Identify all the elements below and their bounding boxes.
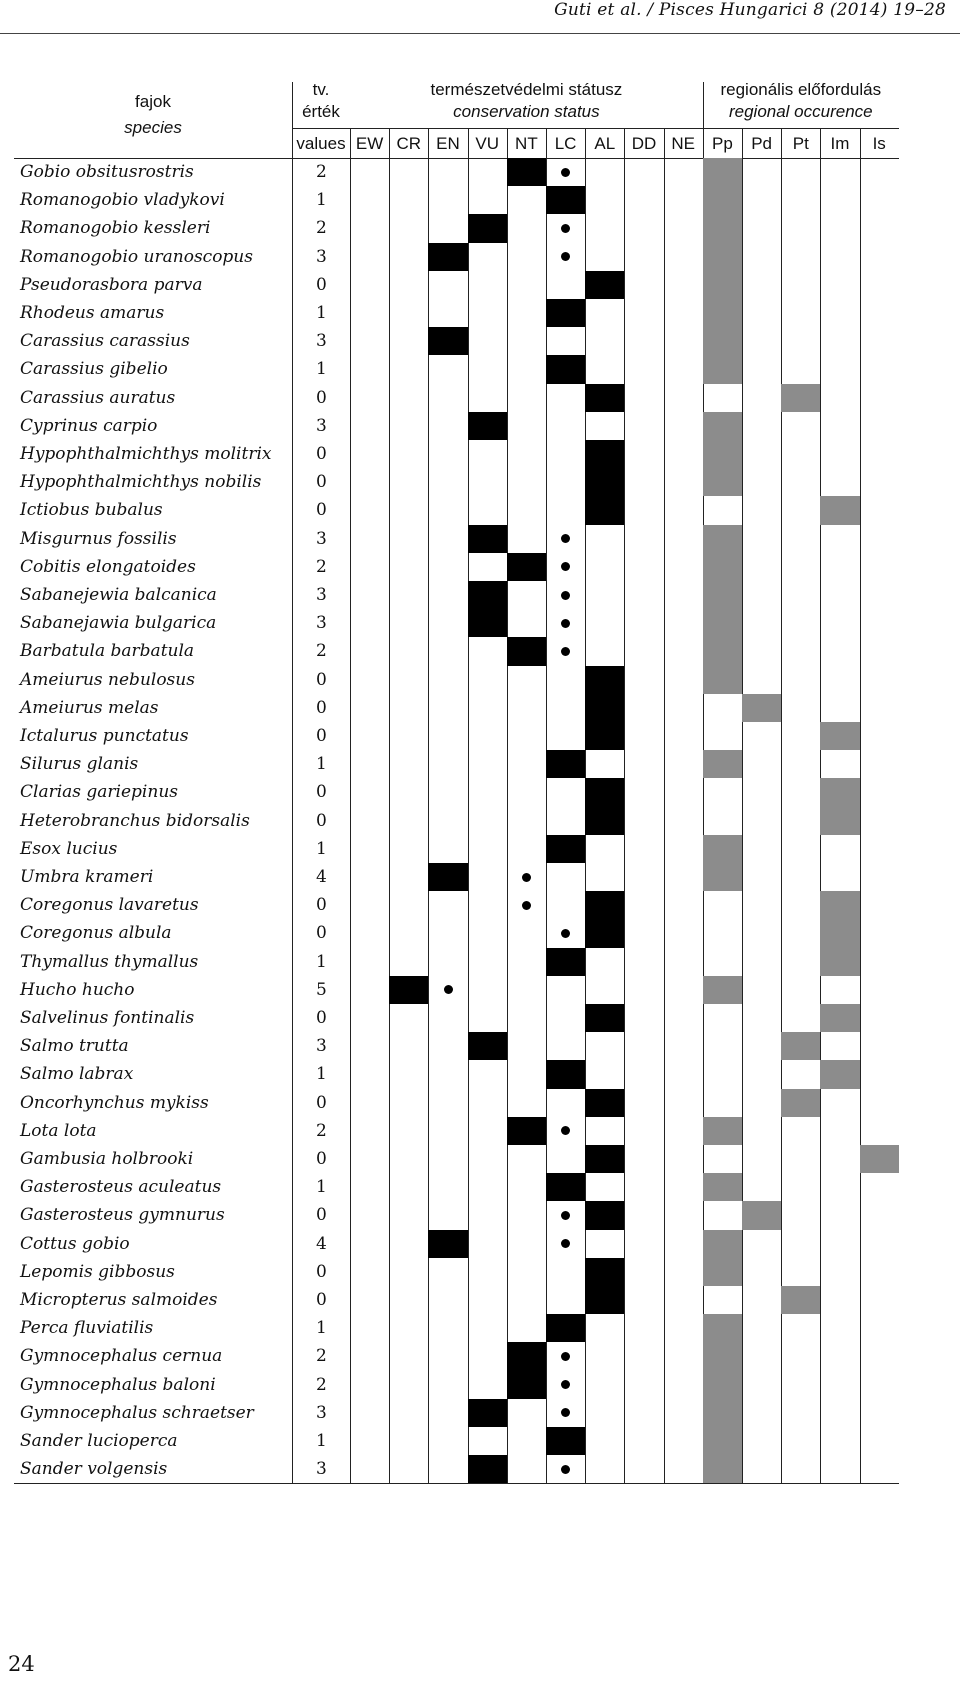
species-value: 1 [316, 1177, 327, 1198]
page-number: 24 [8, 1652, 35, 1676]
species-value: 1 [316, 1318, 327, 1339]
status-dot [561, 224, 570, 233]
regional-cell-pp [703, 1314, 742, 1342]
species-value: 4 [316, 867, 327, 887]
species-name: Misgurnus fossilis [20, 528, 177, 549]
regional-cell-pp [703, 299, 742, 327]
regional-cell-pd [742, 694, 781, 722]
species-value: 2 [316, 1374, 327, 1395]
col-divider-status-8 [664, 128, 665, 1483]
species-value: 3 [316, 528, 327, 549]
status-dot [561, 252, 570, 261]
header-species-hu: fajok [135, 92, 171, 111]
status-cell-vu [468, 581, 507, 609]
species-name: Hypophthalmichthys molitrix [20, 444, 272, 464]
regional-cell-pt [781, 1286, 820, 1314]
status-cell-al [585, 807, 624, 835]
regional-cell-pt [781, 1032, 820, 1060]
status-cell-lc [546, 355, 585, 383]
regional-cell-pp [703, 214, 742, 242]
species-name: Coregonus albula [20, 923, 172, 944]
species-value: 0 [316, 810, 327, 831]
species-name: Ameiurus melas [20, 697, 159, 718]
regional-cell-im [820, 891, 859, 919]
species-value: 0 [316, 274, 327, 295]
status-cell-al [585, 1145, 624, 1173]
regional-cell-pp [703, 863, 742, 891]
species-name: Gobio obsitusrostris [20, 162, 194, 182]
status-cell-lc [546, 186, 585, 214]
regional-cell-is [860, 1145, 899, 1173]
species-value: 0 [316, 472, 327, 493]
status-cell-lc [546, 1060, 585, 1088]
regional-cell-im [820, 496, 859, 524]
table-bottom-line [14, 1483, 899, 1484]
status-cell-al [585, 1286, 624, 1314]
status-dot [444, 985, 453, 994]
species-value: 5 [316, 979, 327, 1000]
regional-code-pd: Pd [751, 134, 772, 153]
status-cell-al [585, 694, 624, 722]
status-dot [522, 873, 531, 882]
species-name: Carassius gibelio [20, 359, 168, 380]
status-cell-vu [468, 1455, 507, 1483]
species-name: Clarias gariepinus [20, 782, 178, 803]
species-value: 0 [316, 444, 327, 464]
status-cell-al [585, 666, 624, 694]
species-name: Sander lucioperca [20, 1431, 178, 1451]
col-divider-status-7 [624, 128, 625, 1483]
species-value: 1 [316, 951, 327, 972]
species-name: Gasterosteus aculeatus [20, 1177, 222, 1198]
species-value: 0 [316, 1261, 327, 1282]
status-dot [561, 619, 570, 628]
regional-cell-pp [703, 327, 742, 355]
regional-cell-pp [703, 581, 742, 609]
species-name: Salmo trutta [20, 1036, 129, 1057]
species-value: 2 [316, 641, 327, 662]
status-cell-al [585, 496, 624, 524]
header-value-label-1: tv. [312, 80, 330, 99]
header-values: values [296, 134, 346, 153]
regional-cell-pp [703, 1455, 742, 1483]
species-name: Oncorhynchus mykiss [20, 1092, 209, 1113]
species-value: 0 [316, 726, 327, 746]
col-divider-status-5 [546, 128, 547, 1483]
regional-cell-pp [703, 271, 742, 299]
species-name: Ictalurus punctatus [20, 726, 189, 746]
regional-cell-pp [703, 525, 742, 553]
regional-cell-pp [703, 1371, 742, 1399]
regional-cell-pp [703, 553, 742, 581]
status-code-al: AL [594, 134, 616, 153]
status-cell-vu [468, 214, 507, 242]
species-status-table [14, 82, 952, 1630]
status-dot [561, 1465, 570, 1474]
regional-cell-pp [703, 1399, 742, 1427]
status-cell-al [585, 1258, 624, 1286]
status-cell-lc [546, 1314, 585, 1342]
species-name: Thymallus thymallus [20, 951, 199, 972]
status-cell-nt [507, 553, 546, 581]
regional-cell-im [820, 948, 859, 976]
status-cell-al [585, 919, 624, 947]
species-name: Rhodeus amarus [20, 303, 165, 323]
species-name: Sander volgensis [20, 1459, 168, 1480]
header-status-hu: természetvédelmi státusz [430, 80, 623, 99]
species-value: 2 [316, 1120, 327, 1141]
status-cell-al [585, 722, 624, 750]
species-value: 0 [316, 500, 327, 521]
species-name: Gymnocephalus schraetser [20, 1402, 254, 1423]
regional-code-pp: Pp [711, 134, 733, 153]
regional-cell-pp [703, 976, 742, 1004]
status-code-ew: EW [355, 134, 384, 153]
status-cell-en [428, 863, 467, 891]
status-cell-lc [546, 948, 585, 976]
regional-cell-pp [703, 666, 742, 694]
header-status-en: conservation status [453, 102, 600, 121]
status-cell-al [585, 1201, 624, 1229]
running-head: Guti et al. / Pisces Hungarici 8 (2014) 19–28 [554, 0, 946, 20]
regional-cell-pp [703, 835, 742, 863]
status-cell-nt [507, 1342, 546, 1370]
species-name: Lepomis gibbosus [20, 1261, 175, 1282]
status-cell-en [428, 327, 467, 355]
col-divider-value [350, 128, 351, 1483]
status-cell-lc [546, 1427, 585, 1455]
regional-cell-im [820, 722, 859, 750]
col-divider-regional-2 [781, 128, 782, 1483]
status-cell-vu [468, 1032, 507, 1060]
species-value: 0 [316, 782, 327, 803]
regional-cell-pp [703, 750, 742, 778]
species-name: Romanogobio kessleri [20, 218, 211, 239]
regional-cell-pp [703, 440, 742, 468]
regional-cell-pp [703, 243, 742, 271]
species-name: Gasterosteus gymnurus [20, 1205, 225, 1226]
species-value: 1 [316, 190, 327, 211]
status-dot [561, 1239, 570, 1248]
status-dot [561, 168, 570, 177]
status-cell-al [585, 440, 624, 468]
col-divider-status-3 [468, 128, 469, 1483]
species-name: Romanogobio vladykovi [20, 190, 225, 211]
regional-cell-im [820, 1004, 859, 1032]
species-name: Sabanejewia balcanica [20, 585, 217, 605]
species-name: Gymnocephalus cernua [20, 1346, 223, 1367]
status-dot [561, 562, 570, 571]
species-value: 0 [316, 923, 327, 944]
status-dot [561, 534, 570, 543]
species-value: 1 [316, 1064, 327, 1085]
species-value: 3 [316, 331, 327, 352]
species-value: 0 [316, 1290, 327, 1310]
regional-cell-pp [703, 1427, 742, 1455]
status-code-cr: CR [396, 134, 422, 153]
species-name: Hucho hucho [20, 979, 135, 1000]
regional-cell-pp [703, 412, 742, 440]
species-name: Sabanejawia bulgarica [20, 613, 217, 634]
species-name: Esox lucius [20, 838, 118, 859]
header-regional-en: regional occurence [728, 102, 873, 121]
species-name: Salvelinus fontinalis [20, 1008, 195, 1028]
status-cell-al [585, 1089, 624, 1117]
regional-cell-pp [703, 158, 742, 186]
regional-cell-pt [781, 384, 820, 412]
header-species-en: species [124, 118, 182, 137]
regional-code-im: Im [830, 134, 850, 153]
species-name: Cyprinus carpio [20, 415, 158, 436]
status-cell-al [585, 384, 624, 412]
status-cell-nt [507, 1371, 546, 1399]
status-dot [561, 1408, 570, 1417]
species-value: 1 [316, 754, 327, 775]
col-divider-regional-1 [742, 128, 743, 1483]
status-dot [522, 901, 531, 910]
species-value: 0 [316, 895, 327, 916]
species-value: 1 [316, 359, 327, 380]
species-name: Lota lota [20, 1120, 97, 1141]
species-value: 0 [316, 1092, 327, 1113]
species-value: 3 [316, 1036, 327, 1057]
col-divider-name [292, 82, 293, 1483]
status-cell-en [428, 243, 467, 271]
species-value: 0 [316, 697, 327, 718]
status-dot [561, 647, 570, 656]
status-code-dd: DD [631, 134, 657, 153]
col-divider-status-4 [507, 128, 508, 1483]
status-dot [561, 1352, 570, 1361]
regional-cell-pd [742, 1201, 781, 1229]
regional-cell-pp [703, 355, 742, 383]
species-name: Carassius auratus [20, 387, 176, 408]
regional-cell-pp [703, 609, 742, 637]
regional-cell-pp [703, 1117, 742, 1145]
species-name: Ameiurus nebulosus [20, 669, 195, 690]
header-value-label-2: érték [302, 102, 340, 121]
species-value: 3 [316, 1459, 327, 1480]
header-bottom-line [14, 158, 899, 159]
species-name: Cottus gobio [20, 1233, 130, 1254]
species-name: Micropterus salmoides [20, 1290, 218, 1310]
species-name: Ictiobus bubalus [20, 500, 163, 521]
species-value: 0 [316, 387, 327, 408]
species-name: Salmo labrax [20, 1064, 134, 1085]
species-value: 2 [316, 162, 327, 182]
status-cell-vu [468, 609, 507, 637]
status-cell-al [585, 1004, 624, 1032]
status-cell-al [585, 271, 624, 299]
status-cell-al [585, 778, 624, 806]
species-name: Perca fluviatilis [20, 1318, 154, 1339]
col-divider-status-1 [389, 128, 390, 1483]
species-value: 4 [316, 1233, 327, 1254]
regional-code-pt: Pt [792, 134, 809, 153]
status-dot [561, 929, 570, 938]
species-value: 0 [316, 1205, 327, 1226]
species-name: Coregonus lavaretus [20, 895, 199, 916]
species-value: 0 [316, 1008, 327, 1028]
regional-cell-pp [703, 1173, 742, 1201]
species-value: 2 [316, 1346, 327, 1367]
species-value: 3 [316, 415, 327, 436]
species-value: 2 [316, 556, 327, 577]
species-value: 1 [316, 1431, 327, 1451]
species-value: 3 [316, 613, 327, 634]
regional-cell-pp [703, 1258, 742, 1286]
status-code-ne: NE [671, 134, 695, 153]
status-cell-lc [546, 299, 585, 327]
regional-code-is: Is [872, 134, 886, 153]
regional-cell-pt [781, 1089, 820, 1117]
header-rule [0, 33, 960, 34]
regional-cell-pp [703, 468, 742, 496]
species-name: Hypophthalmichthys nobilis [20, 472, 262, 493]
species-value: 3 [316, 246, 327, 267]
header-regional-hu: regionális előfordulás [720, 80, 882, 99]
status-code-vu: VU [475, 134, 499, 153]
status-cell-nt [507, 1117, 546, 1145]
regional-cell-pp [703, 186, 742, 214]
species-name: Carassius carassius [20, 331, 190, 352]
species-name: Umbra krameri [20, 867, 154, 887]
regional-cell-pp [703, 637, 742, 665]
regional-cell-im [820, 919, 859, 947]
status-cell-nt [507, 158, 546, 186]
status-cell-al [585, 468, 624, 496]
species-value: 3 [316, 585, 327, 605]
status-dot [561, 1126, 570, 1135]
regional-cell-im [820, 1060, 859, 1088]
status-code-lc: LC [554, 134, 577, 153]
status-cell-vu [468, 412, 507, 440]
status-cell-lc [546, 750, 585, 778]
regional-cell-pp [703, 1342, 742, 1370]
status-code-nt: NT [515, 134, 538, 153]
species-value: 2 [316, 218, 327, 239]
status-code-en: EN [436, 134, 460, 153]
species-value: 1 [316, 303, 327, 323]
status-dot [561, 1211, 570, 1220]
regional-cell-pp [703, 1230, 742, 1258]
status-dot [561, 591, 570, 600]
status-cell-nt [507, 637, 546, 665]
species-name: Romanogobio uranoscopus [20, 246, 253, 267]
status-cell-vu [468, 525, 507, 553]
species-value: 0 [316, 669, 327, 690]
status-cell-vu [468, 1399, 507, 1427]
species-value: 3 [316, 1402, 327, 1423]
header-rule-line [292, 128, 899, 129]
species-value: 0 [316, 1149, 327, 1169]
species-name: Silurus glanis [20, 754, 139, 775]
species-name: Pseudorasbora parva [20, 274, 203, 295]
species-value: 1 [316, 838, 327, 859]
status-dot [561, 1380, 570, 1389]
species-name: Gambusia holbrooki [20, 1149, 194, 1169]
status-cell-al [585, 891, 624, 919]
status-cell-en [428, 1230, 467, 1258]
col-divider-regional-4 [860, 128, 861, 1483]
status-cell-cr [389, 976, 428, 1004]
regional-cell-im [820, 778, 859, 806]
status-cell-lc [546, 1173, 585, 1201]
status-cell-lc [546, 835, 585, 863]
regional-cell-im [820, 807, 859, 835]
species-name: Gymnocephalus baloni [20, 1374, 216, 1395]
species-name: Cobitis elongatoides [20, 556, 196, 577]
species-name: Heterobranchus bidorsalis [20, 810, 250, 831]
species-name: Barbatula barbatula [20, 641, 195, 662]
